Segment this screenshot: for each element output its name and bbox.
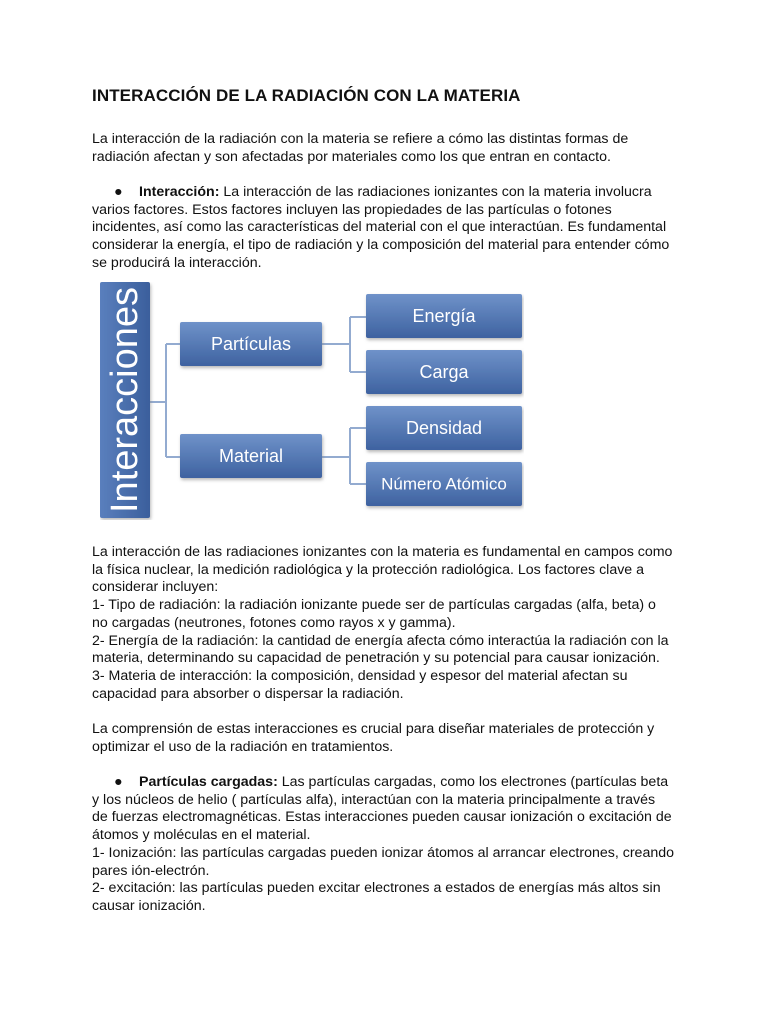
bullet-line: y los núcleos de helio ( partículas alfa), interactúan con la materia principalmente a través (92, 791, 656, 808)
para-line: optimizar el uso de la radiación en tratamientos. (92, 738, 394, 755)
leaf-label-carga: Carga (419, 362, 469, 382)
para-line: capacidad para absorber o dispersar la radiación. (92, 685, 404, 702)
intro-line: La interacción de la radiación con la materia se refiere a cómo las distintas formas de (92, 131, 629, 147)
bullet-interaccion (92, 184, 682, 273)
para-line: no cargadas (neutrones, fotones como rayos x y gamma). (92, 614, 456, 631)
para-line: materia, determinando su capacidad de penetración y su potencial para causar ionización. (92, 650, 660, 667)
bullet-icon: ● (114, 184, 123, 200)
bullet-label: Interacción: (139, 184, 220, 200)
bullet-text: Las partículas cargadas, como los electrones (partículas beta (277, 774, 669, 790)
para-line: 1- Tipo de radiación: la radiación ionizante puede ser de partículas cargadas (alfa, beta) o (92, 597, 656, 614)
bullet-line: causar ionización. (92, 897, 206, 914)
para-line: 2- Energía de la radiación: la cantidad de energía afecta cómo interactúa la radiación con la (92, 632, 669, 649)
branch-label-material: Material (218, 446, 284, 466)
intro-line: radiación afectan y son afectadas por materiales como los que entran en contacto. (92, 148, 611, 165)
para-line: la física nuclear, la medición radiológica y la protección radiológica. Los factores clave a (92, 561, 645, 578)
branch-label-particulas: Partículas (210, 334, 292, 354)
leaf-label-energia: Energía (412, 306, 476, 326)
bullet-line: considerar la energía, el tipo de radiación y la composición del material para entender cómo (92, 237, 670, 254)
root-label: Interacciones (104, 286, 146, 514)
comprension-paragraph (92, 721, 682, 756)
para-line: La comprensión de estas interacciones es crucial para diseñar materiales de protección y (92, 721, 655, 737)
bullet-line: 1- Ionización: las partículas cargadas pueden ionizar átomos al arrancar electrones, creando (92, 844, 675, 861)
bullet-line: se producirá la interacción. (92, 254, 262, 271)
bullet-line: incidentes, así como las características del material con el que interactúan. Es fundamental (92, 219, 667, 236)
bullet-particulas-cargadas (92, 774, 682, 916)
leaf-label-numero-atomico: Número Atómico (381, 474, 507, 494)
bullet-line: de fuerzas electromagnéticas. Estas interacciones pueden causar ionización o excitación de (92, 809, 672, 826)
bullet-line: pares ión-electrón. (92, 862, 210, 879)
intro-paragraph (92, 131, 682, 166)
interacciones-diagram (100, 282, 524, 520)
bullet-line: varios factores. Estos factores incluyen las propiedades de las partículas o fotones (92, 201, 612, 218)
para-line: considerar incluyen: (92, 579, 219, 596)
bullet-line: 2- excitación: las partículas pueden excitar electrones a estados de energías más altos sin (92, 880, 661, 897)
bullet-label: Partículas cargadas: (139, 774, 278, 790)
para-line: 3- Materia de interacción: la composición, densidad y espesor del material afectan su (92, 667, 628, 684)
leaf-label-densidad: Densidad (405, 418, 483, 438)
bullet-icon: ● (114, 774, 123, 790)
factors-paragraph (92, 544, 682, 703)
bullet-text: La interacción de las radiaciones ionizantes con la materia involucra (219, 184, 652, 200)
para-line: La interacción de las radiaciones ionizantes con la materia es fundamental en campos como (92, 544, 673, 560)
bullet-line: átomos y moléculas en el material. (92, 827, 311, 844)
page-title: INTERACCIÓN DE LA RADIACIÓN CON LA MATERIA (92, 86, 521, 105)
